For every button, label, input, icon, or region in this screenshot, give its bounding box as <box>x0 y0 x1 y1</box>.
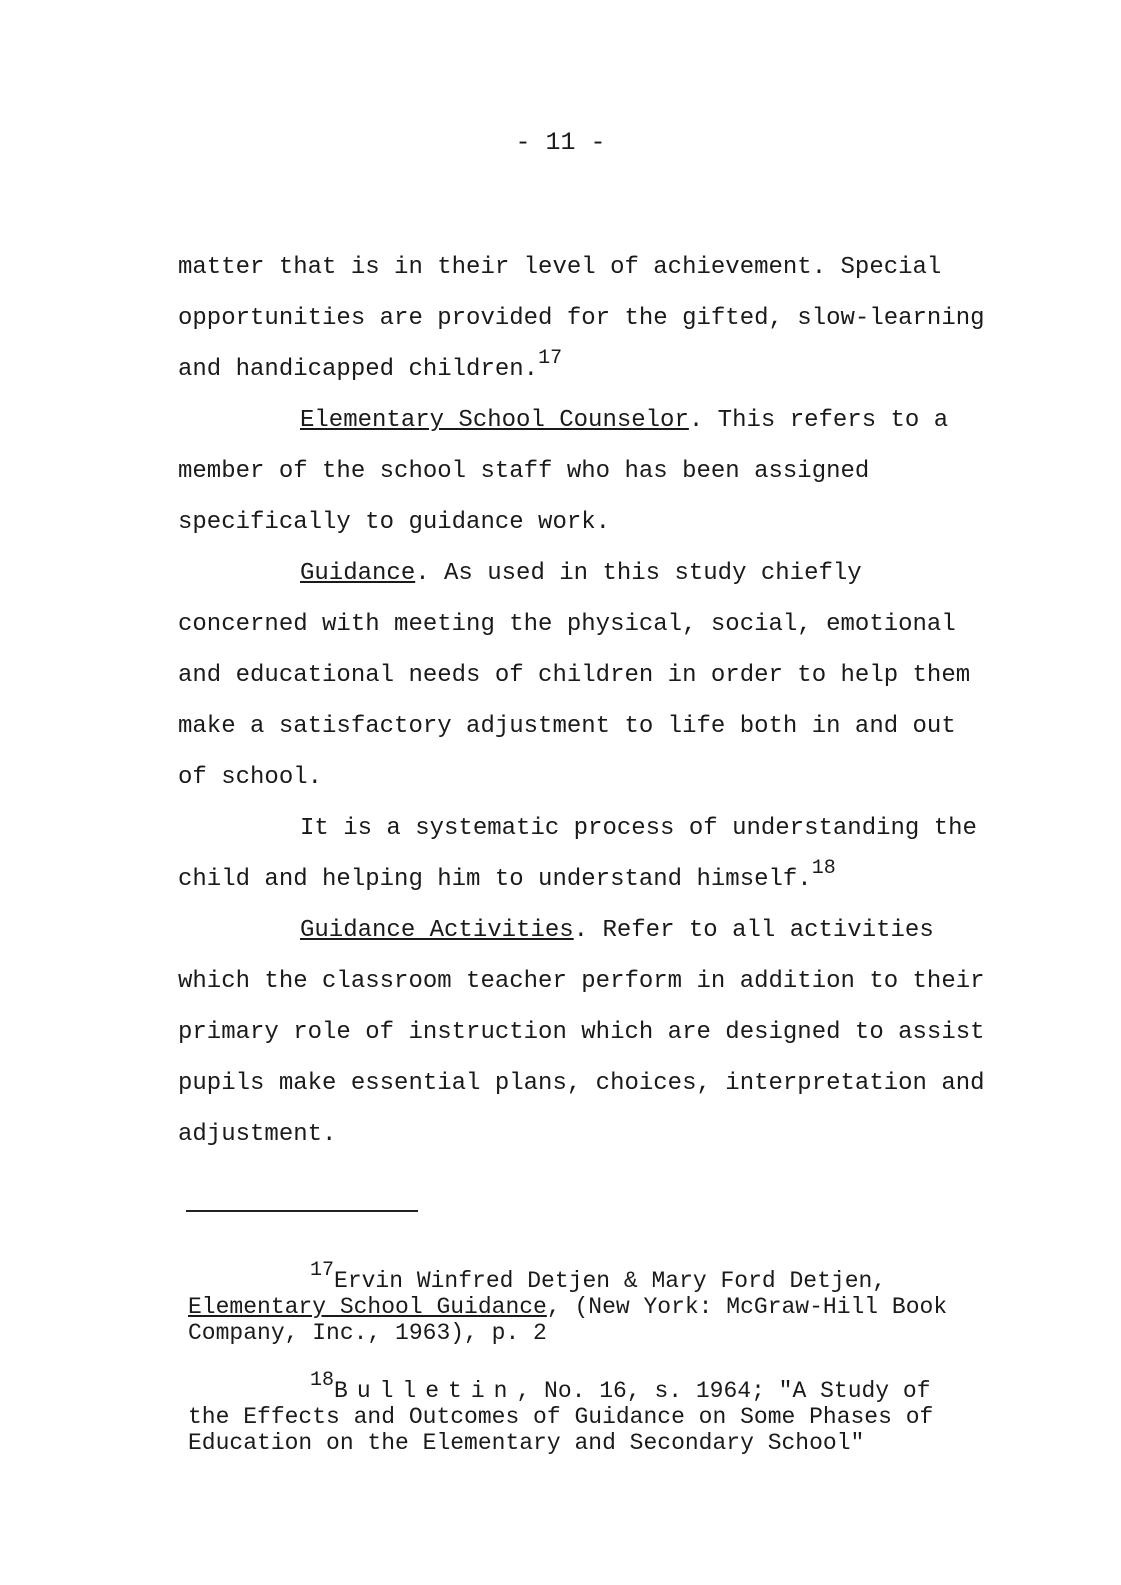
p5-line-4: pupils make essential plans, choices, interpretation and <box>178 1070 985 1097</box>
p4-line-1: It is a systematic process of understanding the <box>300 815 977 842</box>
definition-guidance <box>178 548 1038 599</box>
p1-line-2: opportunities are provided for the gifted, slow-learning <box>178 305 985 332</box>
p5-line-5: adjustment. <box>178 1121 337 1148</box>
term-elementary-school-counselor: Elementary School Counselor <box>300 407 689 434</box>
guidance-definition-start: . As used in this study chiefly <box>415 560 862 587</box>
footnote-17-line-1 <box>188 1259 1048 1294</box>
footnote-ref-18: 18 <box>811 857 836 880</box>
p5-line-3: primary role of instruction which are designed to assist <box>178 1019 985 1046</box>
p3-line-2: concerned with meeting the physical, social, emotional <box>178 611 956 638</box>
counselor-definition-start: . This refers to a <box>688 407 949 434</box>
footnote-17-authors: Ervin Winfred Detjen & Mary Ford Detjen, <box>334 1268 887 1294</box>
p2-line-2: member of the school staff who has been assigned <box>178 458 870 485</box>
footnote-18-bulletin: Bulletin <box>334 1378 517 1404</box>
p4-line-2 <box>178 854 1038 905</box>
footnote-18-line-1 <box>188 1369 1048 1404</box>
body-text <box>178 242 1038 1160</box>
p5-line-2: which the classroom teacher perform in addition to their <box>178 968 985 995</box>
footnote-18-issue: , No. 16, s. 1964; "A Study of <box>516 1378 931 1404</box>
footnote-ref-17: 17 <box>538 347 563 370</box>
term-guidance: Guidance <box>300 560 416 587</box>
footnote-17 <box>188 1259 1048 1346</box>
definition-guidance-activities <box>178 905 1038 956</box>
footnote-17-publisher: , (New York: McGraw-Hill Book <box>546 1294 948 1320</box>
p3-line-3: and educational needs of children in order to help them <box>178 662 971 689</box>
p1-line-3 <box>178 344 1038 395</box>
footnote-18-line-2: the Effects and Outcomes of Guidance on Some Phases of <box>188 1404 934 1430</box>
p3-line-4: make a satisfactory adjustment to life both in and out <box>178 713 956 740</box>
definition-counselor <box>178 395 1038 446</box>
p1-line-1: matter that is in their level of achievement. Special <box>178 254 942 281</box>
page-number: - 11 - <box>515 128 606 157</box>
term-guidance-activities: Guidance Activities <box>300 917 574 944</box>
footnote-18-number: 18 <box>310 1369 335 1392</box>
footnote-17-title: Elementary School Guidance <box>188 1294 547 1320</box>
footnote-17-line-2 <box>188 1294 1048 1320</box>
p4-line-2-text: child and helping him to understand himself. <box>178 866 812 893</box>
footnote-18-line-3: Education on the Elementary and Secondary School" <box>188 1430 865 1456</box>
guidance-activities-definition-start: . Refer to all activities <box>573 917 934 944</box>
footnote-18 <box>188 1369 1048 1456</box>
p1-line-3-text: and handicapped children. <box>178 356 539 383</box>
footnote-17-number: 17 <box>310 1259 335 1282</box>
p2-line-3: specifically to guidance work. <box>178 509 611 536</box>
footnote-separator <box>186 1210 418 1212</box>
footnote-17-line-3: Company, Inc., 1963), p. 2 <box>188 1320 547 1346</box>
p3-line-5: of school. <box>178 764 323 791</box>
